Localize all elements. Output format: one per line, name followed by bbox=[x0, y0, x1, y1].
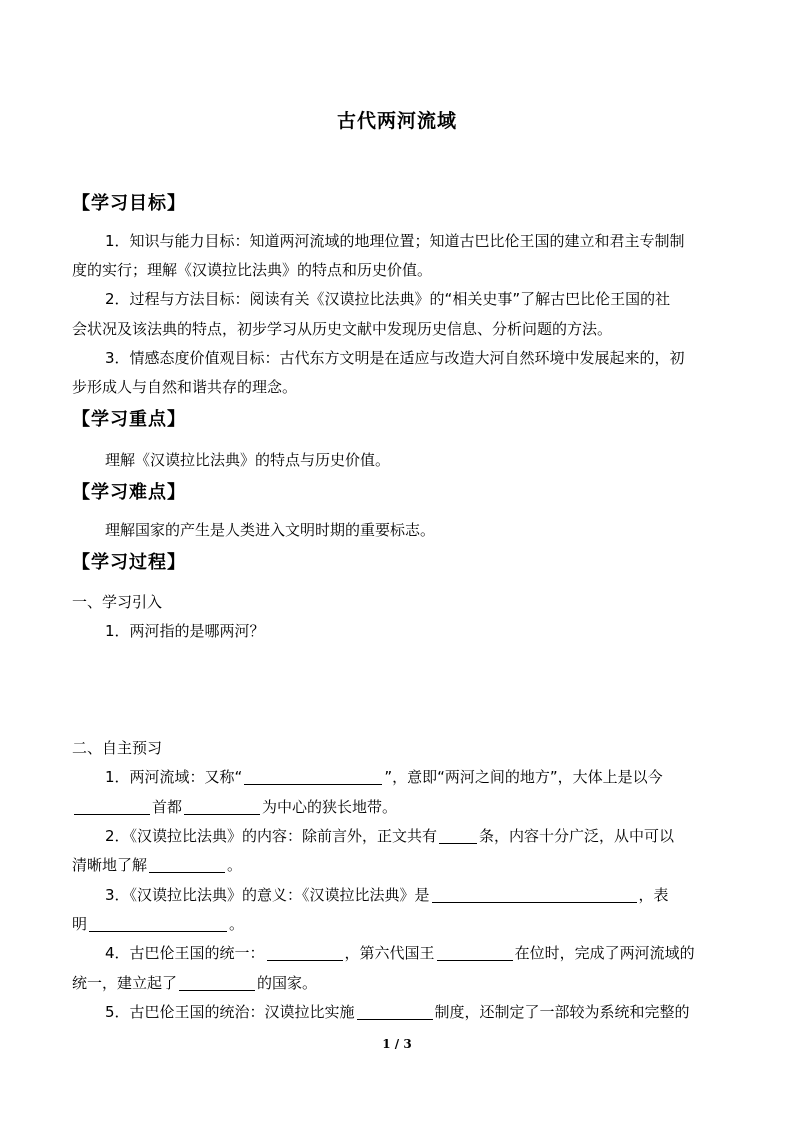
preview-3-line-1: 3．《汉谟拉比法典》的意义：《汉谟拉比法典》是 ，表 bbox=[105, 886, 669, 904]
preview-1-line-2: 首都 为中心的狭长地带。 bbox=[72, 796, 397, 817]
page-title: 古代两河流域 bbox=[336, 110, 457, 132]
fill-blank[interactable] bbox=[179, 974, 255, 991]
fill-blank[interactable] bbox=[149, 856, 225, 873]
objective-2-line-1: 2．过程与方法目标：阅读有关《汉谟拉比法典》的“相关史事”了解古巴比伦王国的社 bbox=[105, 290, 671, 308]
preview-4-line-1: 4．古巴伦王国的统一： ，第六代国王 在位时，完成了两河流域的 bbox=[105, 944, 695, 962]
fill-blank[interactable] bbox=[439, 827, 477, 844]
objective-1-line-2: 度的实行；理解《汉谟拉比法典》的特点和历史价值。 bbox=[72, 261, 433, 279]
preview-5-line-1: 5．古巴伦王国的统治：汉谟拉比实施 制度，还制定了一部较为系统和完整的 bbox=[105, 1003, 690, 1021]
objective-1-line-1: 1．知识与能力目标：知道两河流域的地理位置；知道古巴比伦王国的建立和君主专制制 bbox=[105, 232, 685, 250]
section-1-title: 一、学习引入 bbox=[72, 593, 163, 611]
page-number: 1 / 3 bbox=[382, 1037, 412, 1051]
heading-process: 【学习过程】 bbox=[72, 552, 186, 573]
fill-blank[interactable] bbox=[244, 768, 382, 785]
objective-3-line-1: 3．情感态度价值观目标：古代东方文明是在适应与改造大河自然环境中发展起来的，初 bbox=[105, 349, 685, 367]
heading-objectives: 【学习目标】 bbox=[72, 193, 186, 214]
preview-1-line-1: 1．两河流域：又称“ ”，意即“两河之间的地方”，大体上是以今 bbox=[105, 768, 663, 786]
preview-2-line-1: 2．《汉谟拉比法典》的内容：除前言外，正文共有 条，内容十分广泛，从中可以 bbox=[105, 827, 675, 845]
difficulty-text: 理解国家的产生是人类进入文明时期的重要标志。 bbox=[105, 521, 436, 539]
preview-4-line-2: 统一，建立起了 的国家。 bbox=[72, 974, 318, 992]
fill-blank[interactable] bbox=[184, 798, 260, 815]
fill-blank[interactable] bbox=[357, 1003, 433, 1020]
fill-blank[interactable] bbox=[74, 798, 150, 815]
preview-2-line-2: 清晰地了解 。 bbox=[72, 856, 243, 874]
heading-key-points: 【学习重点】 bbox=[72, 409, 186, 430]
objective-2-line-2: 会状况及该法典的特点，初步学习从历史文献中发现历史信息、分析问题的方法。 bbox=[72, 320, 613, 338]
fill-blank[interactable] bbox=[437, 944, 513, 961]
section-2-title: 二、自主预习 bbox=[72, 739, 163, 757]
fill-blank[interactable] bbox=[432, 886, 637, 903]
question-1: 1．两河指的是哪两河？ bbox=[105, 622, 265, 640]
objective-3-line-2: 步形成人与自然和谐共存的理念。 bbox=[72, 378, 298, 396]
heading-difficulties: 【学习难点】 bbox=[72, 482, 186, 503]
preview-3-line-2: 明 。 bbox=[72, 915, 245, 933]
fill-blank[interactable] bbox=[89, 915, 227, 932]
fill-blank[interactable] bbox=[267, 944, 343, 961]
key-point-text: 理解《汉谟拉比法典》的特点与历史价值。 bbox=[105, 451, 391, 469]
